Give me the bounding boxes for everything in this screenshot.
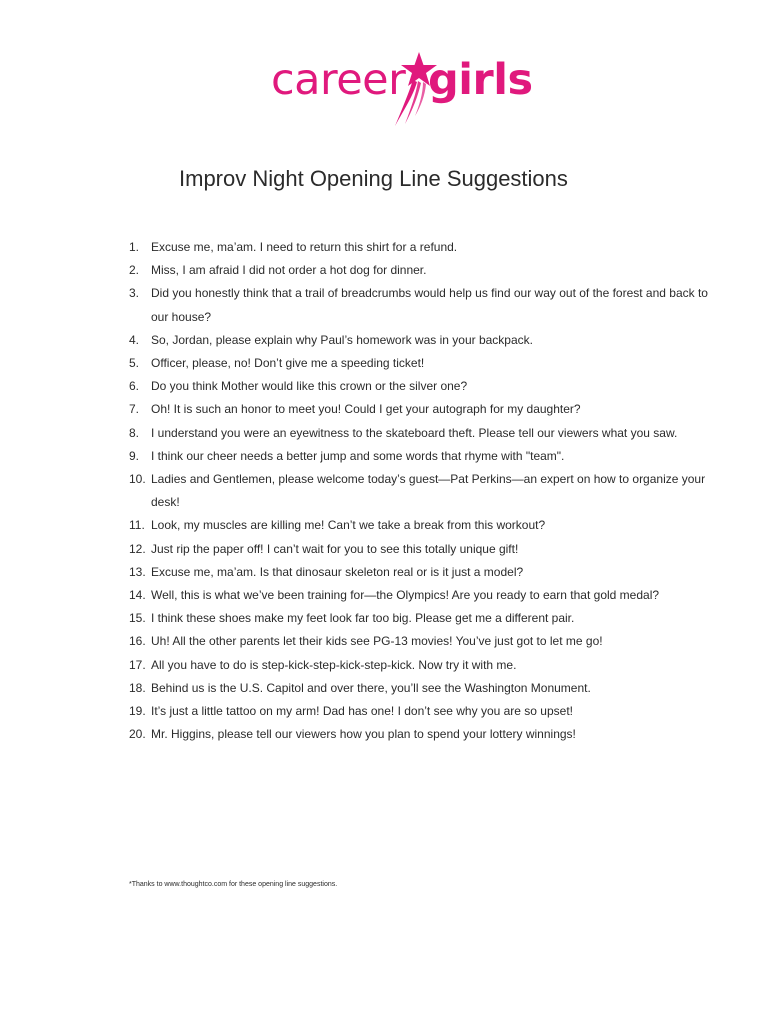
suggestion-list — [120, 236, 720, 746]
list-item-number — [120, 236, 151, 259]
list-item — [120, 282, 720, 328]
list-item-number — [120, 723, 151, 746]
logo-word-girls: girls — [428, 55, 533, 105]
list-item-text: Excuse me, ma’am. Is that dinosaur skeleton real or is it just a model? — [151, 564, 524, 579]
list-item — [120, 700, 720, 723]
list-item-text: Do you think Mother would like this crown or the silver one? — [151, 379, 468, 394]
list-item-number-text: 6. — [129, 379, 140, 394]
list-item — [120, 514, 720, 537]
list-item-text: Did you honestly think that a trail of breadcrumbs would help us find our way out of the forest and back to our house? — [151, 286, 708, 324]
list-item-number-text: 12. — [129, 541, 146, 556]
list-item-number-text: 20. — [129, 727, 146, 742]
list-item-number — [120, 561, 151, 584]
logo-word-career: career — [271, 55, 406, 105]
list-item — [120, 329, 720, 352]
list-item — [120, 677, 720, 700]
list-item-number — [120, 329, 151, 352]
list-item-number — [120, 398, 151, 421]
list-item-number — [120, 677, 151, 700]
list-item-number — [120, 352, 151, 375]
list-item — [120, 375, 720, 398]
list-item-number — [120, 607, 151, 630]
list-item-number — [120, 654, 151, 677]
list-item-text: I think these shoes make my feet look far too big. Please get me a different pair. — [151, 611, 575, 626]
page-title: Improv Night Opening Line Suggestions — [179, 166, 568, 191]
list-item-number-text: 19. — [129, 704, 146, 719]
list-item — [120, 468, 720, 514]
list-item-text: Just rip the paper off! I can’t wait for you to see this totally unique gift! — [151, 541, 519, 556]
list-item-text: Mr. Higgins, please tell our viewers how you plan to spend your lottery winnings! — [151, 727, 576, 742]
list-item-text: Look, my muscles are killing me! Can’t we take a break from this workout? — [151, 518, 546, 533]
list-item-text: Ladies and Gentlemen, please welcome today’s guest—Pat Perkins—an expert on how to organize your desk! — [151, 472, 706, 510]
list-item — [120, 352, 720, 375]
list-item-number — [120, 584, 151, 607]
list-item-number-text: 2. — [129, 263, 140, 278]
list-item-number-text: 15. — [129, 611, 146, 626]
list-item — [120, 584, 720, 607]
list-item-number — [120, 282, 151, 328]
footnote: *Thanks to www.thoughtco.com for these opening line suggestions. — [129, 881, 338, 888]
list-item-text: Officer, please, no! Don’t give me a speeding ticket! — [151, 356, 425, 371]
list-item — [120, 630, 720, 653]
list-item-text: So, Jordan, please explain why Paul’s homework was in your backpack. — [151, 332, 533, 347]
list-item — [120, 236, 720, 259]
list-item-text: I think our cheer needs a better jump and some words that rhyme with "team". — [151, 448, 565, 463]
list-item — [120, 398, 720, 421]
list-item-number — [120, 259, 151, 282]
list-item-number-text: 7. — [129, 402, 140, 417]
list-item-number — [120, 538, 151, 561]
list-item-number-text: 4. — [129, 332, 140, 347]
list-item-number — [120, 445, 151, 468]
list-item — [120, 607, 720, 630]
list-item-text: Behind us is the U.S. Capitol and over there, you’ll see the Washington Monument. — [151, 680, 591, 695]
list-item-text: I understand you were an eyewitness to the skateboard theft. Please tell our viewers what you saw. — [151, 425, 678, 440]
list-item-number-text: 17. — [129, 657, 146, 672]
list-item-number — [120, 700, 151, 723]
list-item — [120, 445, 720, 468]
list-item-text: Uh! All the other parents let their kids see PG-13 movies! You’ve just got to let me go! — [151, 634, 603, 649]
career-girls-logo — [271, 52, 531, 132]
list-item-number-text: 18. — [129, 680, 146, 695]
list-item — [120, 723, 720, 746]
list-item-number-text: 3. — [129, 286, 140, 301]
list-item-number-text: 11. — [129, 518, 145, 533]
list-item-text: Excuse me, ma’am. I need to return this shirt for a refund. — [151, 240, 458, 254]
list-item-number-text: 5. — [129, 356, 140, 371]
list-item-number-text: 8. — [129, 425, 140, 440]
list-item-number — [120, 468, 151, 514]
list-item — [120, 422, 720, 445]
list-item-number — [120, 514, 151, 537]
list-item-text: Miss, I am afraid I did not order a hot dog for dinner. — [151, 263, 427, 278]
list-item-number-text: 16. — [129, 634, 146, 649]
list-item-number-text: 14. — [129, 588, 146, 603]
list-item-text: It’s just a little tattoo on my arm! Dad has one! I don’t see why you are so upset! — [151, 704, 573, 719]
list-item-text: Well, this is what we’ve been training for—the Olympics! Are you ready to earn that gold medal? — [151, 588, 660, 603]
list-item — [120, 654, 720, 677]
list-item-number-text: 1. — [129, 240, 140, 254]
list-item — [120, 259, 720, 282]
list-item-number-text: 13. — [129, 564, 146, 579]
list-item — [120, 538, 720, 561]
list-item-number — [120, 630, 151, 653]
list-item-number — [120, 422, 151, 445]
list-item-number — [120, 375, 151, 398]
list-item — [120, 561, 720, 584]
list-item-text: All you have to do is step-kick-step-kick-step-kick. Now try it with me. — [151, 657, 517, 672]
list-item-number-text: 9. — [129, 448, 140, 463]
list-item-number-text: 10. — [129, 472, 146, 487]
list-item-text: Oh! It is such an honor to meet you! Could I get your autograph for my daughter? — [151, 402, 581, 417]
